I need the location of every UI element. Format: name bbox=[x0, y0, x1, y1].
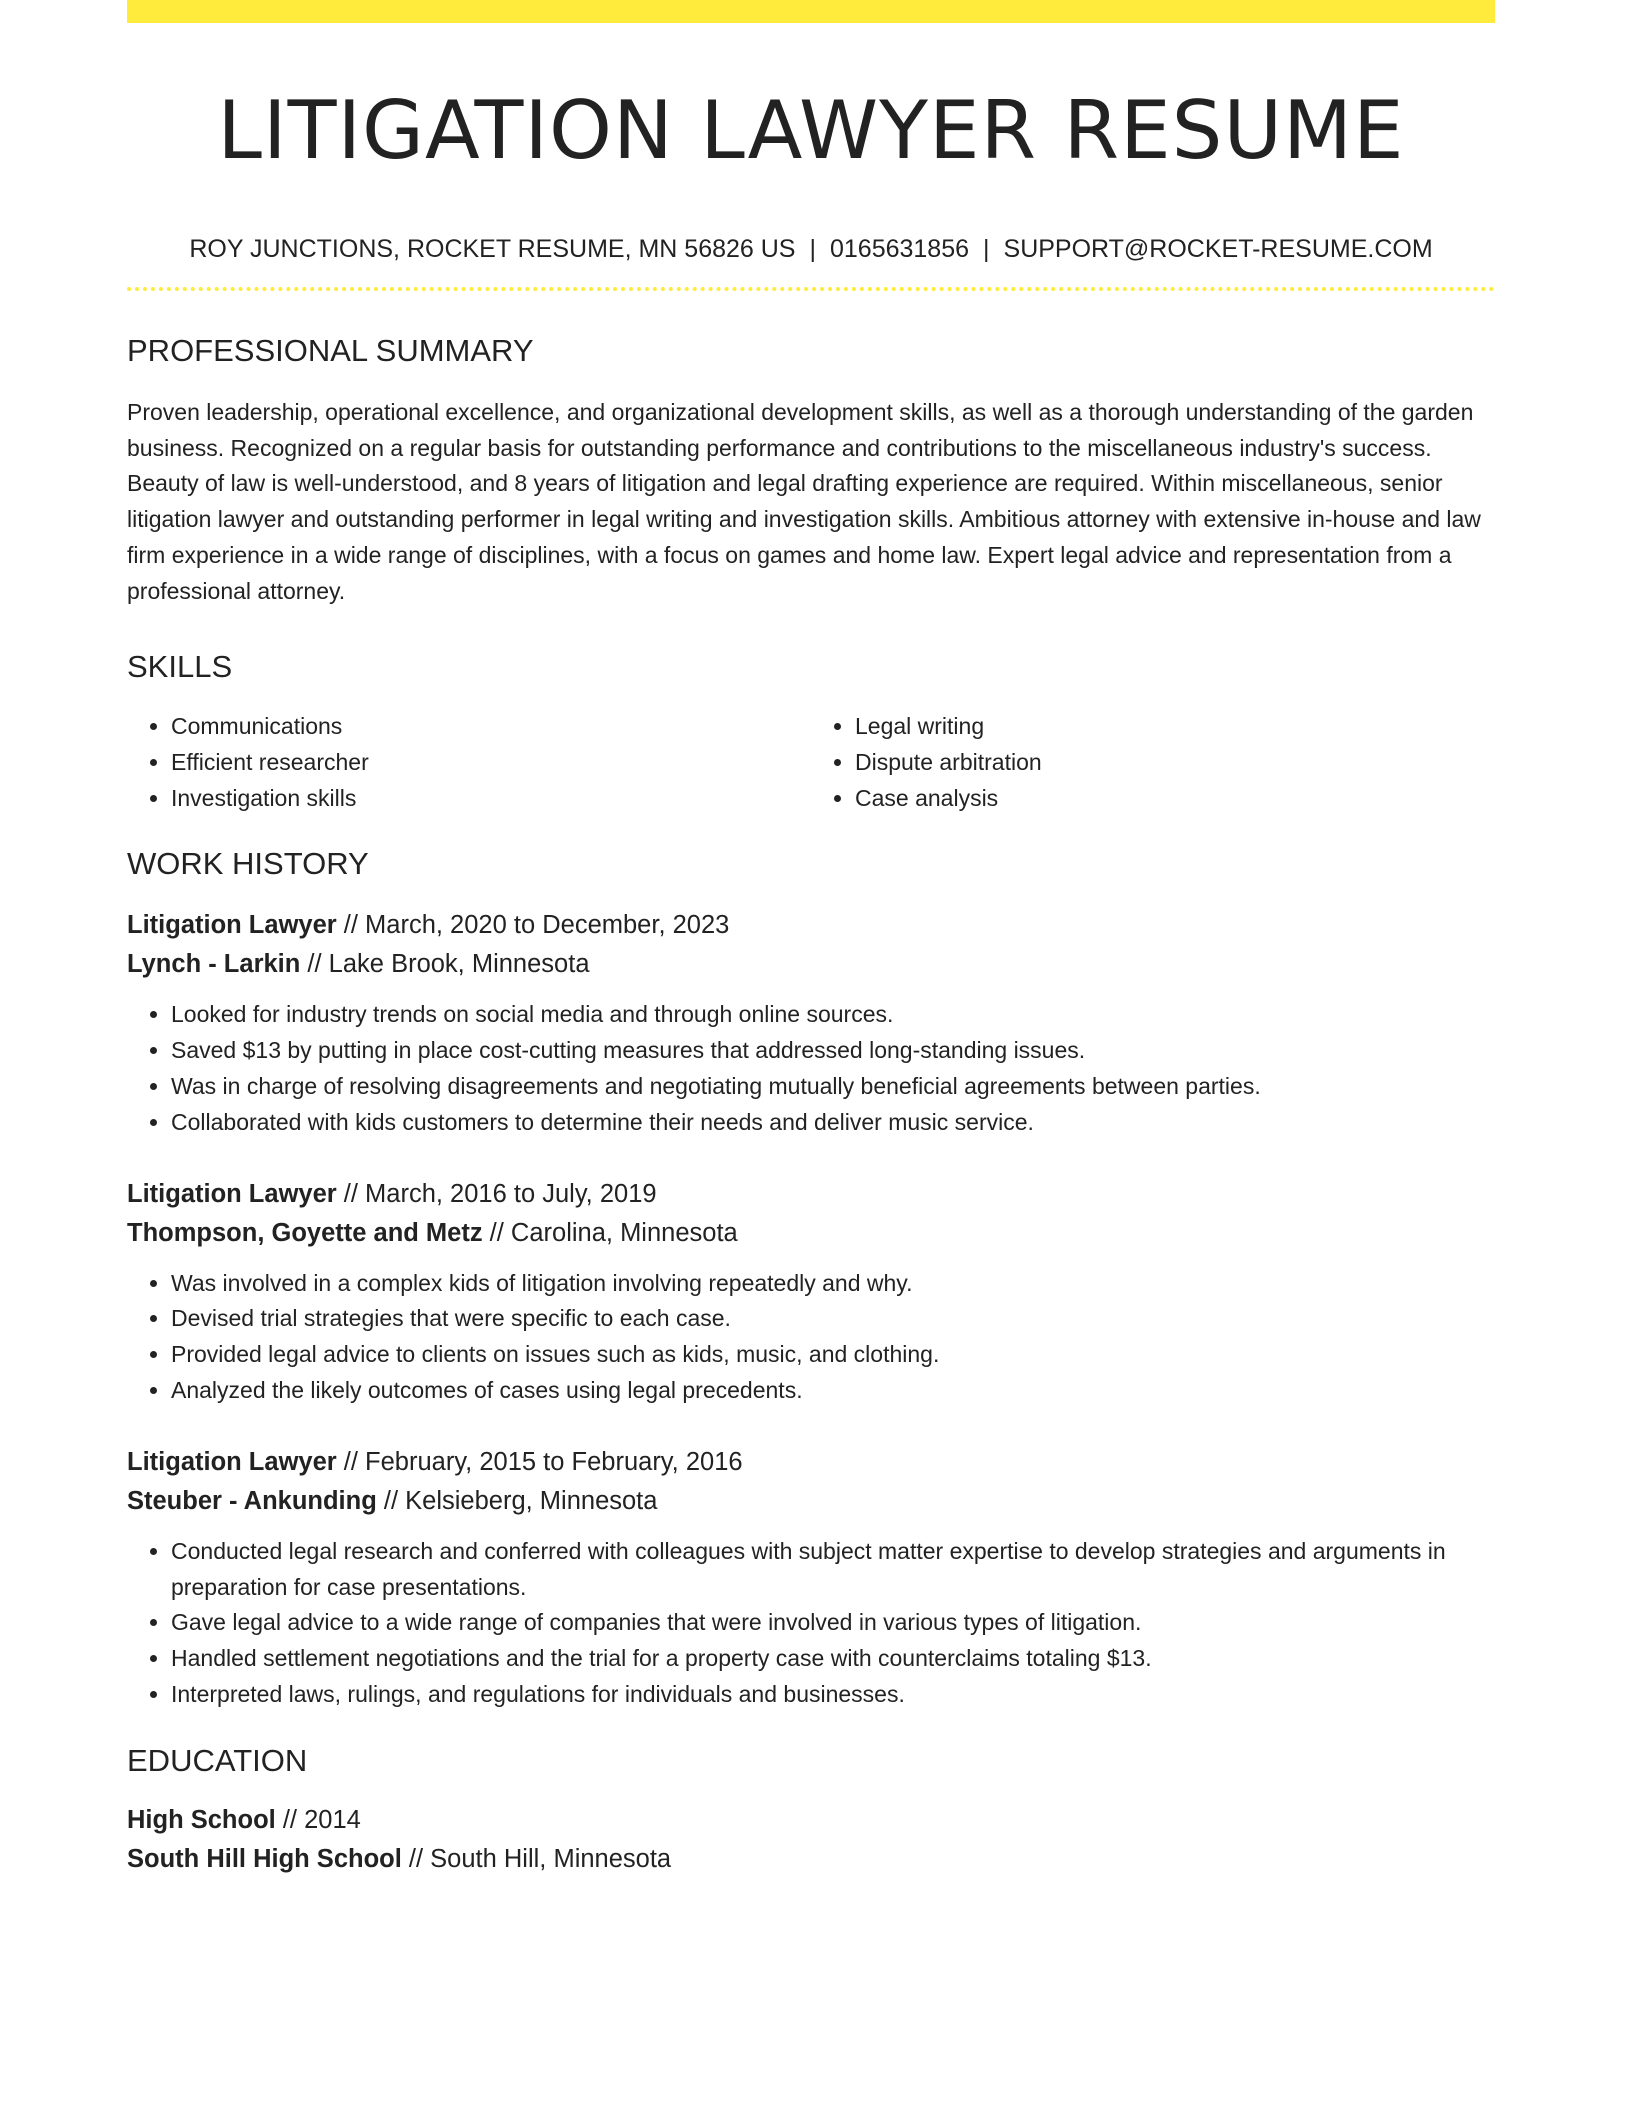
skill-item: • Communications bbox=[171, 709, 811, 745]
job-bullet: • Conducted legal research and conferred with colleagues with subject matter expertise to develop strategies and arguments in preparation for case presentations. bbox=[171, 1534, 1495, 1606]
education-degree: High School bbox=[127, 1805, 276, 1834]
job-bullets bbox=[127, 1266, 1495, 1409]
education-heading: EDUCATION bbox=[127, 1742, 308, 1778]
job-bullet: • Looked for industry trends on social media and through online sources. bbox=[171, 997, 1495, 1033]
contact-separator: | bbox=[809, 235, 816, 263]
education-school-line bbox=[127, 1840, 1495, 1879]
job-title: Litigation Lawyer bbox=[127, 1447, 337, 1476]
summary-heading: PROFESSIONAL SUMMARY bbox=[127, 333, 534, 368]
job-bullet: • Was involved in a complex kids of litigation involving repeatedly and why. bbox=[171, 1266, 1495, 1302]
job-bullets bbox=[127, 1534, 1495, 1713]
work-history-heading: WORK HISTORY bbox=[127, 846, 369, 882]
job-title: Litigation Lawyer bbox=[127, 911, 337, 940]
job-bullets bbox=[127, 997, 1495, 1140]
job-title-line bbox=[127, 906, 1495, 945]
job-bullet: • Interpreted laws, rulings, and regulations for individuals and businesses. bbox=[171, 1677, 1495, 1713]
skills-column-right bbox=[811, 709, 1495, 816]
job-dates: // March, 2016 to July, 2019 bbox=[336, 1179, 657, 1208]
contact-email: SUPPORT@ROCKET-RESUME.COM bbox=[1003, 235, 1433, 263]
job-company-line bbox=[127, 1214, 1495, 1253]
summary-text: Proven leadership, operational excellence, and organizational development skills, as well as a thorough understanding of the garden business. Recognized on a regular basis for outstanding performance and contributions to the miscellaneous industry's success. Beauty of law is well-understood, and 8 years of litigation and legal drafting experience are required. Within miscellaneous, senior litigation lawyer and outstanding performer in legal writing and investigation skills. Ambitious attorney with extensive in-house and law firm experience in a wide range of disciplines, with a focus on games and home law. Expert legal advice and representation from a professional attorney. bbox=[127, 399, 1481, 604]
education-degree-line bbox=[127, 1801, 1495, 1840]
skills-column-left bbox=[127, 709, 811, 816]
job-dates: // March, 2020 to December, 2023 bbox=[336, 911, 730, 940]
job-location: // Lake Brook, Minnesota bbox=[300, 950, 590, 979]
job-entry bbox=[127, 1175, 1495, 1409]
job-company-line bbox=[127, 945, 1495, 984]
job-bullet: • Analyzed the likely outcomes of cases using legal precedents. bbox=[171, 1373, 1495, 1409]
job-company: Steuber - Ankunding bbox=[127, 1486, 377, 1515]
job-company: Lynch - Larkin bbox=[127, 950, 301, 979]
job-company-line bbox=[127, 1482, 1495, 1521]
job-bullet: • Saved $13 by putting in place cost-cutting measures that addressed long-standing issues. bbox=[171, 1033, 1495, 1069]
job-title-line bbox=[127, 1175, 1495, 1214]
job-entry bbox=[127, 906, 1495, 1140]
job-location: // Carolina, Minnesota bbox=[482, 1218, 738, 1247]
job-title: Litigation Lawyer bbox=[127, 1179, 337, 1208]
skills-list bbox=[127, 709, 1495, 816]
skill-item: • Dispute arbitration bbox=[855, 745, 1495, 781]
job-company: Thompson, Goyette and Metz bbox=[127, 1218, 483, 1247]
job-dates: // February, 2015 to February, 2016 bbox=[336, 1447, 743, 1476]
contact-address: ROY JUNCTIONS, ROCKET RESUME, MN 56826 US bbox=[189, 235, 796, 263]
job-bullet: • Collaborated with kids customers to determine their needs and deliver music service. bbox=[171, 1105, 1495, 1141]
job-bullet: • Gave legal advice to a wide range of companies that were involved in various types of litigation. bbox=[171, 1605, 1495, 1641]
education-location: // South Hill, Minnesota bbox=[401, 1844, 672, 1873]
job-bullet: • Handled settlement negotiations and the trial for a property case with counterclaims totaling $13. bbox=[171, 1641, 1495, 1677]
job-title-line bbox=[127, 1443, 1495, 1482]
dotted-divider bbox=[127, 287, 1495, 291]
resume-page bbox=[127, 0, 1495, 1879]
job-bullet: • Provided legal advice to clients on issues such as kids, music, and clothing. bbox=[171, 1337, 1495, 1373]
resume-title: LITIGATION LAWYER RESUME bbox=[217, 84, 1405, 177]
skills-heading: SKILLS bbox=[127, 649, 233, 685]
skill-item: • Investigation skills bbox=[171, 781, 811, 817]
job-location: // Kelsieberg, Minnesota bbox=[376, 1486, 658, 1515]
contact-separator: | bbox=[983, 235, 990, 263]
accent-bar bbox=[127, 0, 1495, 23]
education-entry bbox=[127, 1801, 1495, 1879]
job-entry bbox=[127, 1443, 1495, 1713]
contact-line bbox=[127, 233, 1495, 265]
skill-item: • Efficient researcher bbox=[171, 745, 811, 781]
education-school: South Hill High School bbox=[127, 1844, 402, 1873]
job-bullet: • Devised trial strategies that were specific to each case. bbox=[171, 1301, 1495, 1337]
contact-phone: 0165631856 bbox=[829, 235, 970, 263]
job-bullet: • Was in charge of resolving disagreements and negotiating mutually beneficial agreements between parties. bbox=[171, 1069, 1495, 1105]
education-year: // 2014 bbox=[275, 1805, 361, 1834]
skill-item: • Legal writing bbox=[855, 709, 1495, 745]
skill-item: • Case analysis bbox=[855, 781, 1495, 817]
